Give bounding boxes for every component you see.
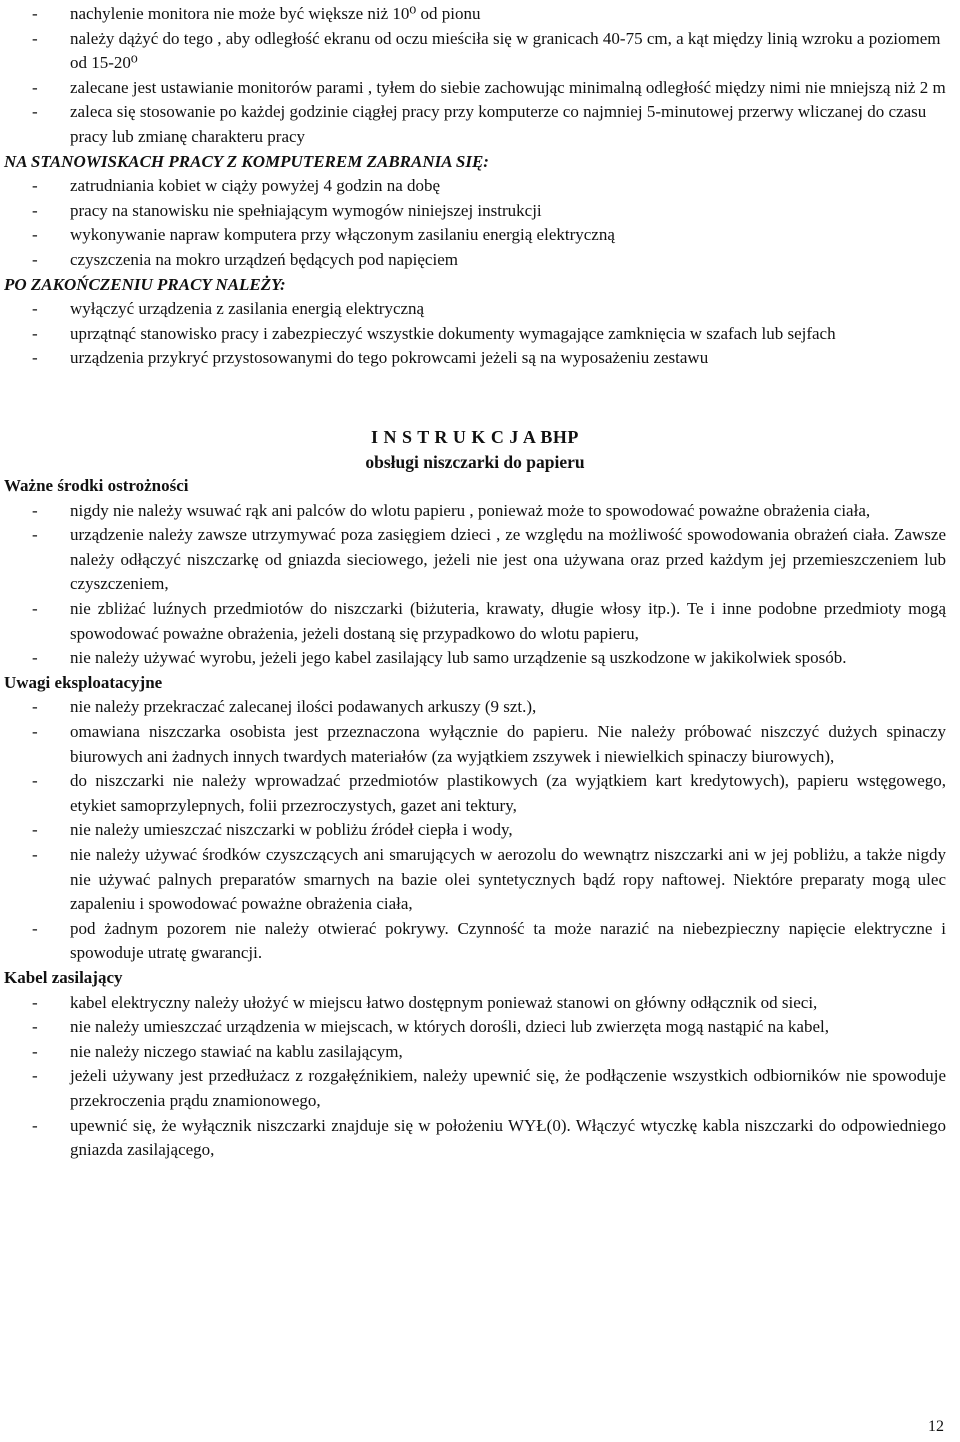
safety-heading: Ważne środki ostrożności	[4, 476, 189, 496]
list-item: - nie należy niczego stawiać na kablu zasilającym,	[4, 1040, 946, 1065]
operation-heading: Uwagi eksploatacyjne	[4, 672, 163, 692]
list-item: - nie należy przekraczać zalecanej ilości podawanych arkuszy (9 szt.),	[4, 695, 946, 720]
list-item: - urządzenia przykryć przystosowanymi do tego pokrowcami jeżeli są na wyposażeniu zestawu	[4, 346, 946, 371]
instruction-subtitle: obsługi niszczarki do papieru	[365, 451, 585, 472]
list-item: - nigdy nie należy wsuwać rąk ani palców do wlotu papieru , ponieważ może to spowodować poważne obrażenia ciała,	[4, 499, 946, 524]
list-item: - jeżeli używany jest przedłużacz z rozgałęźnikiem, należy upewnić się, że podłączenie wszystkich odbiorników nie spowoduje przekroczenia prądu znamionowego,	[4, 1064, 946, 1113]
page-number: 12	[928, 1418, 944, 1436]
list-item: - nie należy używać wyrobu, jeżeli jego kabel zasilający lub samo urządzenie są uszkodzone w jakikolwiek sposób.	[4, 646, 946, 671]
list-item: - kabel elektryczny należy ułożyć w miejscu łatwo dostępnym ponieważ stanowi on główny odłącznik od sieci,	[4, 991, 946, 1016]
list-item: - nie należy umieszczać niszczarki w pobliżu źródeł ciepła i wody,	[4, 818, 946, 843]
safety-list	[4, 499, 946, 671]
power-cable-list	[4, 991, 946, 1163]
power-cable-heading: Kabel zasilający	[4, 967, 123, 987]
operation-list	[4, 695, 946, 966]
list-item: - nie należy używać środków czyszczących ani smarujących w aerozolu do wewnątrz niszczarki ani w jej pobliżu, a także nigdy nie używać palnych preparatów smarnych na bazie olei syntetycznych bądź ropy naftowej. Niektóre preparaty mogą ulec zapaleniu i spowodować poważne obrażenia ciała,	[4, 843, 946, 917]
instruction-title: I N S T R U K C J A BHP	[371, 426, 579, 447]
forbidden-heading: NA STANOWISKACH PRACY Z KOMPUTEREM ZABRANIA SIĘ:	[4, 151, 489, 171]
list-item: - zalecane jest ustawianie monitorów parami , tyłem do siebie zachowując minimalną odległość między nimi nie mniejszą niż 2 m	[4, 76, 946, 101]
after-work-heading: PO ZAKOŃCZENIU PRACY NALEŻY:	[4, 274, 286, 294]
list-item: - pracy na stanowisku nie spełniającym wymogów niniejszej instrukcji	[4, 199, 946, 224]
monitor-rules-list	[4, 2, 946, 150]
forbidden-list	[4, 174, 946, 272]
after-work-list	[4, 297, 946, 371]
list-item: - czyszczenia na mokro urządzeń będących pod napięciem	[4, 248, 946, 273]
list-item: - pod żadnym pozorem nie należy otwierać pokrywy. Czynność ta może narazić na niebezpieczny napięcie elektryczne i spowoduje utratę gwarancji.	[4, 917, 946, 966]
list-item: - nie należy umieszczać urządzenia w miejscach, w których dorośli, dzieci lub zwierzęta mogą nastąpić na kabel,	[4, 1015, 946, 1040]
list-item: - omawiana niszczarka osobista jest przeznaczona wyłącznie do papieru. Nie należy próbować niszczyć dużych spinaczy biurowych ani żadnych innych twardych materiałów (za wyjątkiem zszywek i niewielkich spinaczy biurowych),	[4, 720, 946, 769]
list-item: - urządzenie należy zawsze utrzymywać poza zasięgiem dzieci , ze względu na możliwość spowodowania obrażeń ciała. Zawsze należy odłączyć niszczarkę od gniazda sieciowego, jeżeli nie jest ona używana oraz przed każdym jej przemieszczeniem lub czyszczeniem,	[4, 523, 946, 597]
list-item: - zatrudniania kobiet w ciąży powyżej 4 godzin na dobę	[4, 174, 946, 199]
list-item: - należy dążyć do tego , aby odległość ekranu od oczu mieściła się w granicach 40-75 cm, a kąt między linią wzroku a poziomem od 15-20⁰	[4, 27, 946, 76]
list-item: - wyłączyć urządzenia z zasilania energią elektryczną	[4, 297, 946, 322]
list-item: - nachylenie monitora nie może być większe niż 10⁰ od pionu	[4, 2, 946, 27]
list-item: - nie zbliżać luźnych przedmiotów do niszczarki (biżuteria, krawaty, długie włosy itp.). Te i inne podobne przedmioty mogą spowodować poważne obrażenia, jeżeli dostaną się przypadkowo do wlotu papieru,	[4, 597, 946, 646]
list-item: - wykonywanie napraw komputera przy włączonym zasilaniu energią elektryczną	[4, 223, 946, 248]
list-item: - zaleca się stosowanie po każdej godzinie ciągłej pracy przy komputerze co najmniej 5-minutowej przerwy wliczanej do czasu pracy lub zmianę charakteru pracy	[4, 100, 946, 149]
list-item: - do niszczarki nie należy wprowadzać przedmiotów plastikowych (za wyjątkiem kart kredytowych), papieru wstęgowego, etykiet samoprzylepnych, folii przezroczystych, gazet ani tektury,	[4, 769, 946, 818]
list-item: - uprzątnąć stanowisko pracy i zabezpieczyć wszystkie dokumenty wymagające zamknięcia w szafach lub sejfach	[4, 322, 946, 347]
list-item: - upewnić się, że wyłącznik niszczarki znajduje się w położeniu WYŁ(0). Włączyć wtyczkę kabla niszczarki do odpowiedniego gniazda zasilającego,	[4, 1114, 946, 1163]
